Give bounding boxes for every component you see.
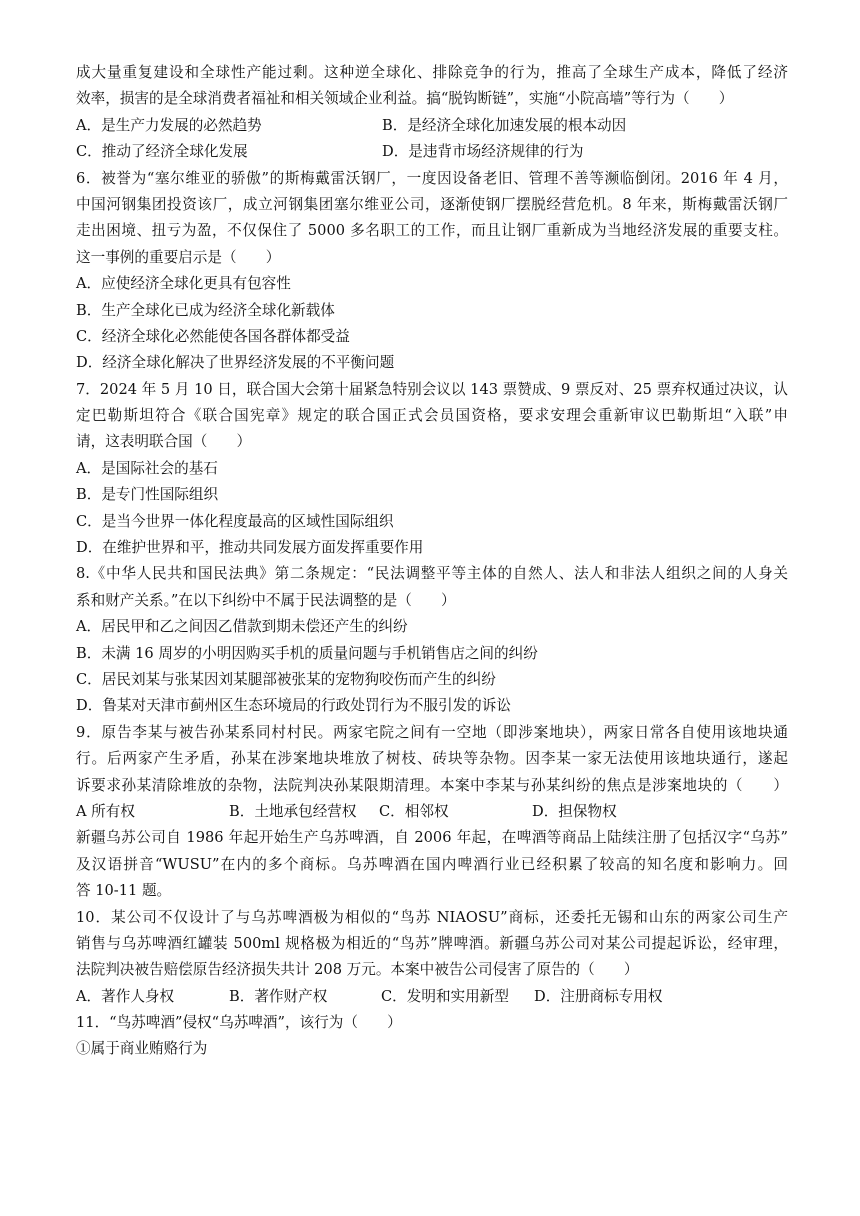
- question-stem-line: 9．原告李某与被告孙某系同村村民。两家宅院之间有一空地（即涉案地块），两家日常各自使用该地块通: [76, 723, 788, 741]
- question-6: [76, 166, 788, 377]
- option-c: C．居民刘某与张某因刘某腿部被张某的宠物狗咬伤而产生的纠纷: [76, 670, 496, 688]
- option-c: C．是当今世界一体化程度最高的区域性国际组织: [76, 512, 394, 530]
- option-row: [76, 139, 788, 165]
- option-a: A．居民甲和乙之间因乙借款到期未偿还产生的纠纷: [76, 618, 408, 636]
- option-d: D．担保物权: [532, 802, 617, 820]
- question-stem-line: 6．被誉为“塞尔维亚的骄傲”的斯梅戴雷沃钢厂，一度因设备老旧、管理不善等濒临倒闭。2016 年 4 月，: [76, 169, 788, 187]
- option-d: D．在维护世界和平，推动共同发展方面发挥重要作用: [76, 539, 424, 557]
- option-d: D．经济全球化解决了世界经济发展的不平衡问题: [76, 354, 395, 372]
- option-b: B．生产全球化已成为经济全球化新载体: [76, 301, 335, 319]
- question-11: [76, 1010, 788, 1063]
- option-b: B．是经济全球化加速发展的根本动因: [382, 116, 627, 134]
- option-row: [76, 799, 788, 825]
- question-stem-line: 10．某公司不仅设计了与乌苏啤酒极为相似的“鸟苏 NIAOSU”商标，还委托无锡和山东的两家公司生产: [76, 908, 788, 926]
- question-stem-line: 8.《中华人民共和国民法典》第二条规定：“民法调整平等主体的自然人、法人和非法人组织之间的人身关: [76, 565, 788, 583]
- question-5: [76, 60, 788, 166]
- option-row: [76, 984, 788, 1010]
- question-stem-line: 这一事例的重要启示是（ ）: [76, 248, 281, 266]
- option-d: D．注册商标专用权: [534, 987, 663, 1005]
- option-c: C．发明和实用新型: [381, 987, 509, 1005]
- question-stem-line: 成大量重复建设和全球性产能过剩。这种逆全球化、排除竞争的行为，推高了全球生产成本，降低了经济: [76, 64, 788, 81]
- material-line: 新疆乌苏公司自 1986 年起开始生产乌苏啤酒，自 2006 年起，在啤酒等商品上陆续注册了包括汉字“乌苏”: [76, 829, 788, 847]
- question-stem-line: 中国河钢集团投资该厂，成立河钢集团塞尔维亚公司，逐渐使钢厂摆脱经营危机。8 年来，斯梅戴雷沃钢厂: [76, 195, 788, 213]
- option-a: A．应使经济全球化更具有包容性: [76, 275, 291, 293]
- question-stem-line: 销售与乌苏啤酒红罐装 500ml 规格极为相近的“鸟苏”牌啤酒。新疆乌苏公司对某公司提起诉讼，经审理，: [76, 934, 788, 952]
- exam-page: [76, 60, 788, 1063]
- option-a: A．是生产力发展的必然趋势: [76, 116, 262, 134]
- question-8: [76, 561, 788, 719]
- option-d: D．是违背市场经济规律的行为: [382, 143, 584, 161]
- material-line: 答 10-11 题。: [76, 882, 172, 900]
- question-stem-line: 效率，损害的是全球消费者福祉和相关领域企业利益。搞“脱钩断链”，实施“小院高墙”等行为（ ）: [76, 90, 734, 108]
- option-b: B．土地承包经营权: [229, 802, 357, 820]
- question-9: [76, 720, 788, 826]
- option-c: C．经济全球化必然能使各国各群体都受益: [76, 327, 350, 345]
- option-b: B．是专门性国际组织: [76, 486, 219, 504]
- option-c: C．推动了经济全球化发展: [76, 143, 248, 161]
- statement-1: ①属于商业贿赂行为: [76, 1040, 208, 1058]
- material-passage: [76, 825, 788, 904]
- question-stem-line: 请，这表明联合国（ ）: [76, 433, 252, 451]
- option-a: A 所有权: [76, 802, 135, 820]
- option-b: B．未满 16 周岁的小明因购买手机的质量问题与手机销售店之间的纠纷: [76, 644, 538, 662]
- question-stem-line: 系和财产关系。”在以下纠纷中不属于民法调整的是（ ）: [76, 591, 456, 609]
- question-stem-line: 法院判决被告赔偿原告经济损失共计 208 万元。本案中被告公司侵害了原告的（ ）: [76, 961, 639, 979]
- option-b: B．著作财产权: [229, 987, 328, 1005]
- option-a: A．著作人身权: [76, 987, 175, 1005]
- option-a: A．是国际社会的基石: [76, 459, 218, 477]
- question-stem-line: 诉要求孙某清除堆放的杂物，法院判决孙某限期清理。本案中李某与孙某纠纷的焦点是涉案地块的（ ）: [76, 776, 788, 794]
- material-line: 及汉语拼音“WUSU”在内的多个商标。乌苏啤酒在国内啤酒行业已经积累了较高的知名度和影响力。回: [76, 855, 788, 873]
- question-stem-line: 11．“鸟苏啤酒”侵权“乌苏啤酒”，该行为（ ）: [76, 1014, 402, 1032]
- question-7: [76, 377, 788, 562]
- question-stem-line: 7．2024 年 5 月 10 日，联合国大会第十届紧急特别会议以 143 票赞成、9 票反对、25 票弃权通过决议，认: [76, 380, 788, 398]
- question-stem-line: 定巴勒斯坦符合《联合国宪章》规定的联合国正式会员国资格，要求安理会重新审议巴勒斯坦“入联”申: [76, 407, 788, 425]
- question-stem-line: 走出困境、扭亏为盈，不仅保住了 5000 多名职工的工作，而且让钢厂重新成为当地经济发展的重要支柱。: [76, 222, 788, 240]
- option-d: D．鲁某对天津市蓟州区生态环境局的行政处罚行为不服引发的诉讼: [76, 697, 511, 715]
- question-10: [76, 905, 788, 1011]
- question-stem-line: 行。后两家产生矛盾，孙某在涉案地块堆放了树枝、砖块等杂物。因李某一家无法使用该地块通行，遂起: [76, 750, 788, 768]
- option-c: C．相邻权: [379, 802, 449, 820]
- option-row: [76, 113, 788, 139]
